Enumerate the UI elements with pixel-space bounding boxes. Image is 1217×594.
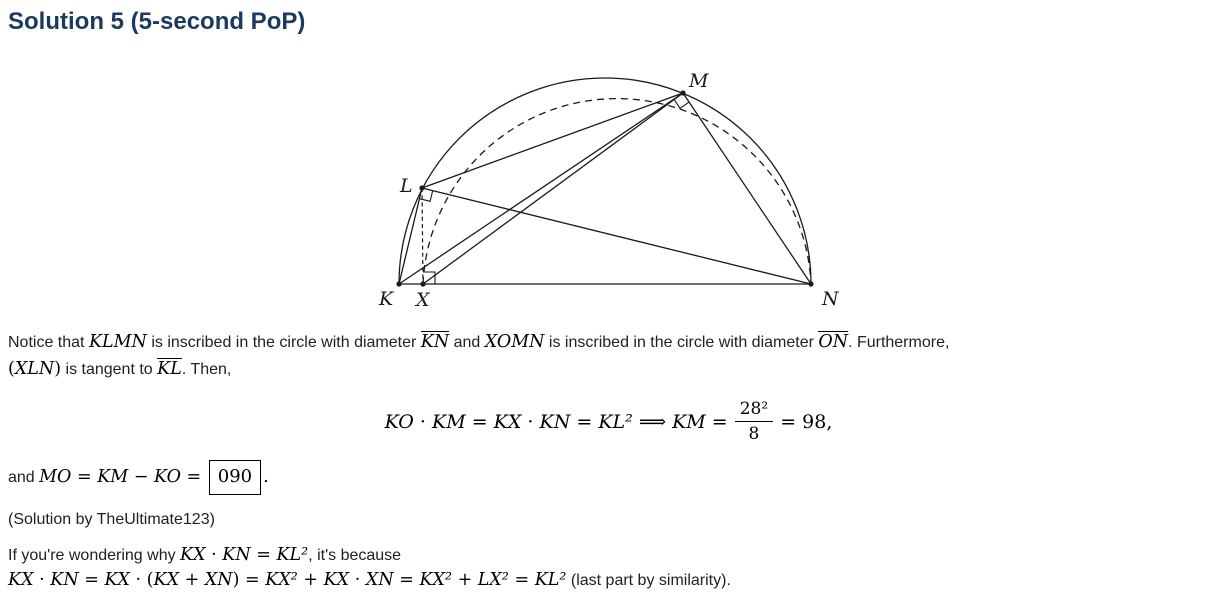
segment-KM <box>399 93 683 284</box>
segment-LM <box>422 93 683 188</box>
geometry-diagram <box>369 58 849 316</box>
intro-line-1: Notice that KLMN is inscribed in the circle with diameter KN and XOMN is inscribed in the circle with diameter ON. Furthermore, <box>8 331 950 352</box>
geometry-diagram-container <box>369 58 849 316</box>
fraction <box>735 399 773 445</box>
point-L <box>419 185 424 190</box>
intro-line-2: (XLN) is tangent to KL. Then, <box>8 358 232 379</box>
segment-LN <box>422 188 811 284</box>
label-M: M <box>688 69 708 92</box>
boxed-answer: 090 <box>209 460 261 495</box>
answer-period: . <box>263 466 269 487</box>
explanation-line-2: KX · KN = KX · (KX + XN) = KX² + KX · XN = KX² + LX² = KL² (last part by similarity). <box>8 569 731 590</box>
equation-left: KO · KM = KX · KN = KL² ⟹ KM = <box>384 410 728 433</box>
intro-paragraph <box>8 329 1209 383</box>
solution-heading: Solution 5 (5-second PoP) <box>8 8 306 35</box>
label-N: N <box>821 287 839 310</box>
segment-KL <box>399 188 422 284</box>
explanation-line-1: If you're wondering why KX · KN = KL², it's because <box>8 544 402 565</box>
explanation-paragraph <box>8 543 1209 593</box>
answer-expression: and MO = KM − KO = <box>8 466 207 487</box>
point-X <box>420 281 425 286</box>
segment-XM <box>423 93 683 284</box>
label-K: K <box>378 287 393 310</box>
label-X: X <box>415 288 430 311</box>
fraction-numerator: 28² <box>735 399 773 422</box>
point-N <box>808 281 813 286</box>
display-equation <box>0 393 1217 451</box>
label-L: L <box>399 174 413 197</box>
circle-XOMN-dashed <box>423 98 811 283</box>
point-M <box>680 90 685 95</box>
solution-credit: (Solution by TheUltimate123) <box>8 510 215 528</box>
answer-line <box>8 460 1209 495</box>
point-K <box>396 281 401 286</box>
equation-right: = 98, <box>780 410 833 433</box>
fraction-denominator: 8 <box>748 424 760 445</box>
segment-LX-dashed <box>422 188 423 284</box>
segment-MN <box>683 93 811 284</box>
circle-KLMN <box>399 78 811 284</box>
right-angle-mark-M <box>673 99 688 108</box>
